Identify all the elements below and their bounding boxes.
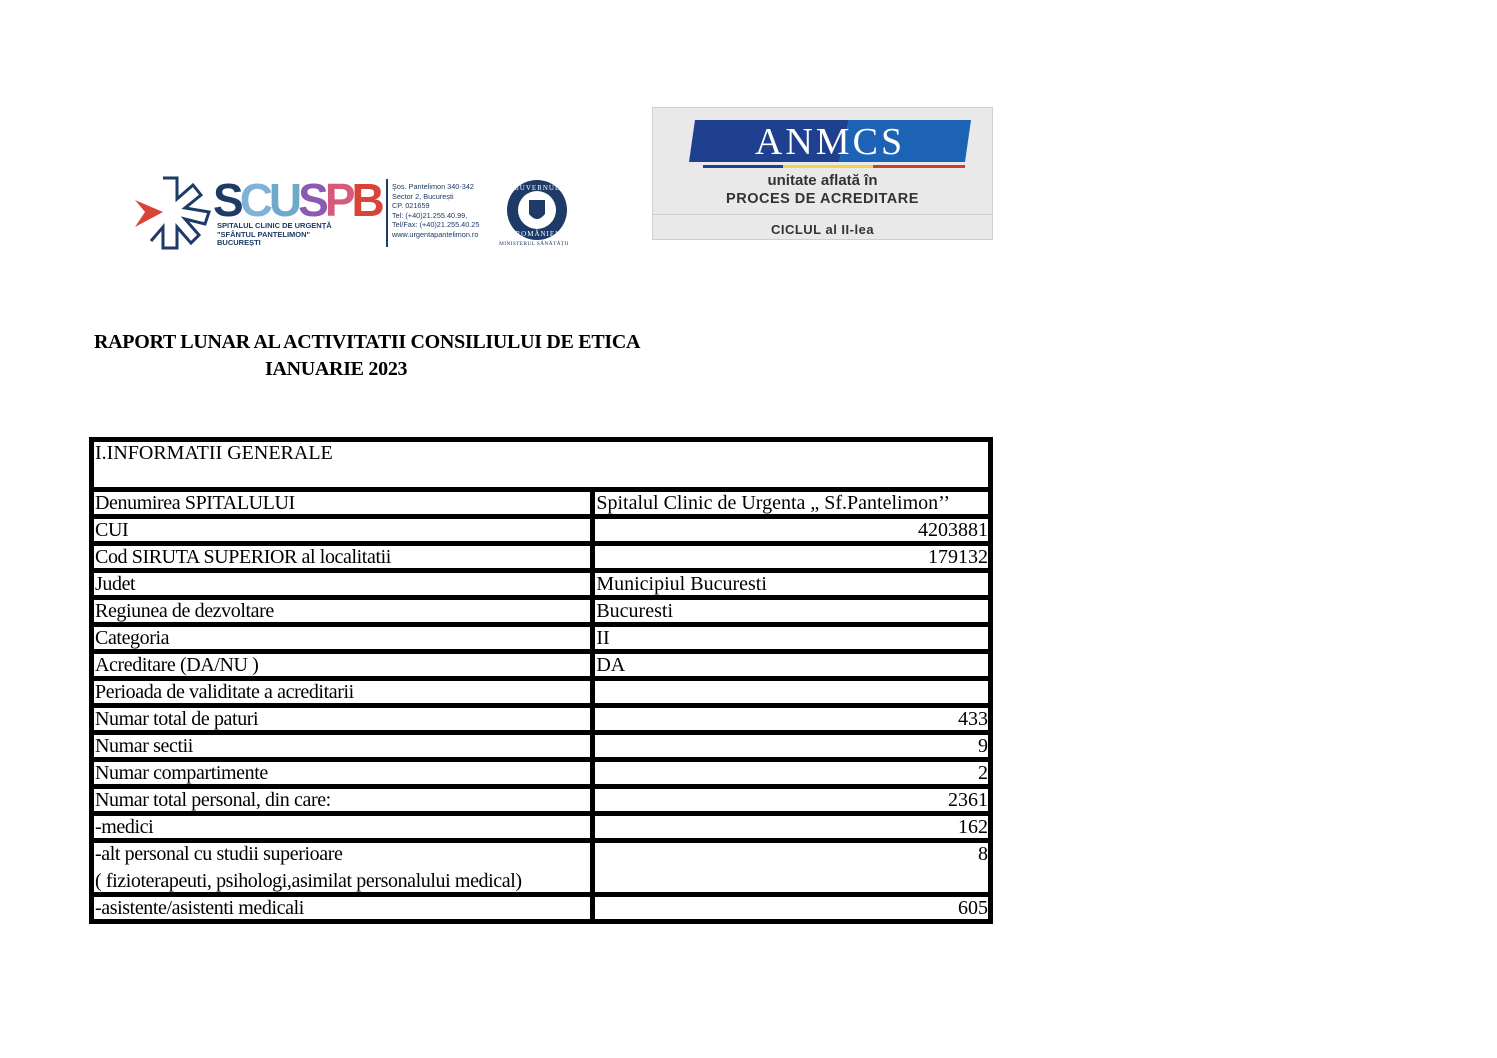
table-row <box>92 652 991 679</box>
row-value: 4203881 <box>593 517 991 544</box>
svg-text:GUVERNUL: GUVERNUL <box>513 184 561 192</box>
row-value: 162 <box>593 814 991 841</box>
table-row <box>92 679 991 706</box>
row-label-line1: -alt personal cu studii superioare <box>95 843 343 865</box>
row-value: Spitalul Clinic de Urgenta „ Sf.Pantelimon’’ <box>593 490 991 517</box>
scuspb-brand: SCUSPB <box>213 174 381 226</box>
svg-text:ROMÂNIEI: ROMÂNIEI <box>515 230 559 238</box>
row-value: DA <box>593 652 991 679</box>
table-row <box>92 571 991 598</box>
table-section-header <box>92 440 991 490</box>
table-row <box>92 841 991 895</box>
row-label: Judet <box>92 571 593 598</box>
table-row <box>92 895 991 922</box>
row-value: 2 <box>593 760 991 787</box>
row-value: 605 <box>593 895 991 922</box>
anmcs-line1: unitate aflată în <box>767 172 878 189</box>
scuspb-logo <box>133 175 578 250</box>
table-row <box>92 490 991 517</box>
row-value: 9 <box>593 733 991 760</box>
anmcs-line2: PROCES DE ACREDITARE <box>726 191 919 207</box>
row-value: 179132 <box>593 544 991 571</box>
anmcs-divider <box>653 214 992 215</box>
star-of-life-icon <box>133 175 213 250</box>
hospital-name: SPITALUL CLINIC DE URGENȚĂ "SFÂNTUL PANTELIMON" BUCUREȘTI <box>217 221 332 247</box>
row-label: Numar sectii <box>92 733 593 760</box>
row-value: Bucuresti <box>593 598 991 625</box>
table-row <box>92 814 991 841</box>
row-label: Cod SIRUTA SUPERIOR al localitatii <box>92 544 593 571</box>
row-label: Numar total personal, din care: <box>92 787 593 814</box>
table-row <box>92 733 991 760</box>
row-label-line2: ( fizioterapeuti, psihologi,asimilat personalului medical) <box>95 870 522 892</box>
report-period: IANUARIE 2023 <box>265 358 408 380</box>
row-value: 433 <box>593 706 991 733</box>
table-row <box>92 760 991 787</box>
row-label: Acreditare (DA/NU ) <box>92 652 593 679</box>
row-label: Categoria <box>92 625 593 652</box>
table-row <box>92 598 991 625</box>
anmcs-brand: ANMCS <box>754 121 906 163</box>
anmcs-logo <box>652 107 993 240</box>
hospital-address: Şos. Pantelimon 340-342 Sector 2, București CP. 021659 Tel: (+40)21.255.40.99, Tel/Fax: (+40)21.255.40.25 www.urgentapantelimon.ro <box>392 182 480 239</box>
section-title: I.INFORMATII GENERALE <box>92 440 991 490</box>
flag-stripe-red <box>873 165 965 168</box>
table-row <box>92 706 991 733</box>
row-value: II <box>593 625 991 652</box>
flag-stripe-blue <box>703 165 783 168</box>
flag-stripe-yellow <box>783 165 873 168</box>
row-label: -medici <box>92 814 593 841</box>
row-label: Denumirea SPITALULUI <box>92 490 593 517</box>
row-value: Municipiul Bucuresti <box>593 571 991 598</box>
row-label: Numar total de paturi <box>92 706 593 733</box>
table-row <box>92 787 991 814</box>
ministry-label: MINISTERUL SĂNĂTĂȚII <box>499 241 569 247</box>
divider <box>386 179 388 247</box>
row-value <box>593 679 991 706</box>
row-label: Perioada de validitate a acreditarii <box>92 679 593 706</box>
row-label: -asistente/asistenti medicali <box>92 895 593 922</box>
general-info-table <box>89 437 993 924</box>
table-row <box>92 625 991 652</box>
anmcs-line3: CICLUL al II-lea <box>770 222 875 237</box>
row-label: Numar compartimente <box>92 760 593 787</box>
row-value: 2361 <box>593 787 991 814</box>
row-label: CUI <box>92 517 593 544</box>
row-value: 8 <box>593 841 991 895</box>
table-row <box>92 544 991 571</box>
row-label <box>92 841 593 895</box>
government-seal-icon <box>501 178 573 242</box>
report-title: RAPORT LUNAR AL ACTIVITATII CONSILIULUI DE ETICA <box>94 331 641 353</box>
row-label: Regiunea de dezvoltare <box>92 598 593 625</box>
table-row <box>92 517 991 544</box>
